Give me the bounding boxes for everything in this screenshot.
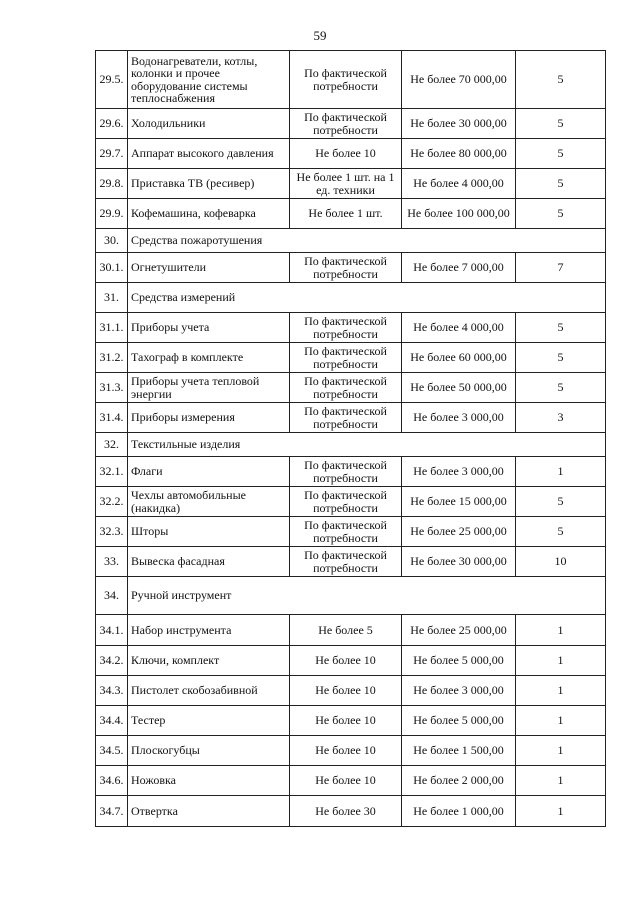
table-row: [96, 646, 606, 676]
item-price: Не более 3 000,00: [402, 457, 516, 487]
item-quantity: По фактической потребности: [290, 51, 402, 109]
item-quantity: По фактической потребности: [290, 487, 402, 517]
item-price: Не более 2 000,00: [402, 766, 516, 796]
item-name: Набор инструмента: [128, 615, 290, 646]
item-name: Вывеска фасадная: [128, 547, 290, 577]
item-price: Не более 25 000,00: [402, 517, 516, 547]
item-price: Не более 50 000,00: [402, 373, 516, 403]
row-number: 31.2.: [96, 343, 128, 373]
table-row: [96, 706, 606, 736]
norms-table: [95, 50, 606, 827]
item-name: Приборы учета тепловой энергии: [128, 373, 290, 403]
item-service-life: 5: [516, 169, 606, 199]
item-quantity: Не более 5: [290, 615, 402, 646]
row-number: 29.7.: [96, 139, 128, 169]
row-number: 30.: [96, 229, 128, 253]
table-row: [96, 547, 606, 577]
row-number: 34.5.: [96, 736, 128, 766]
item-price: Не более 4 000,00: [402, 313, 516, 343]
row-number: 29.9.: [96, 199, 128, 229]
item-price: Не более 5 000,00: [402, 646, 516, 676]
item-service-life: 5: [516, 199, 606, 229]
item-service-life: 1: [516, 796, 606, 827]
item-price: Не более 7 000,00: [402, 253, 516, 283]
table-row: [96, 403, 606, 433]
item-name: Огнетушители: [128, 253, 290, 283]
item-quantity: По фактической потребности: [290, 109, 402, 139]
item-name: Ключи, комплект: [128, 646, 290, 676]
item-name: Плоскогубцы: [128, 736, 290, 766]
item-price: Не более 30 000,00: [402, 547, 516, 577]
item-name: Приборы учета: [128, 313, 290, 343]
row-number: 34.7.: [96, 796, 128, 827]
table-row: [96, 109, 606, 139]
table-row: [96, 676, 606, 706]
item-service-life: 5: [516, 139, 606, 169]
item-quantity: Не более 10: [290, 766, 402, 796]
item-service-life: 1: [516, 676, 606, 706]
item-price: Не более 15 000,00: [402, 487, 516, 517]
table-row: [96, 457, 606, 487]
item-service-life: 7: [516, 253, 606, 283]
item-service-life: 1: [516, 615, 606, 646]
item-service-life: 5: [516, 343, 606, 373]
section-row: [96, 433, 606, 457]
item-price: Не более 5 000,00: [402, 706, 516, 736]
row-number: 32.: [96, 433, 128, 457]
table-row: [96, 766, 606, 796]
item-service-life: 5: [516, 109, 606, 139]
item-quantity: Не более 1 шт.: [290, 199, 402, 229]
item-price: Не более 80 000,00: [402, 139, 516, 169]
table-row: [96, 51, 606, 109]
item-name: Шторы: [128, 517, 290, 547]
item-name: Пистолет скобозабивной: [128, 676, 290, 706]
row-number: 33.: [96, 547, 128, 577]
item-name: Флаги: [128, 457, 290, 487]
item-quantity: По фактической потребности: [290, 373, 402, 403]
row-number: 31.3.: [96, 373, 128, 403]
section-title: Текстильные изделия: [128, 433, 606, 457]
table-row: [96, 343, 606, 373]
item-service-life: 1: [516, 706, 606, 736]
row-number: 34.4.: [96, 706, 128, 736]
item-quantity: Не более 1 шт. на 1 ед. техники: [290, 169, 402, 199]
item-price: Не более 4 000,00: [402, 169, 516, 199]
row-number: 34.2.: [96, 646, 128, 676]
section-title: Средства пожаротушения: [128, 229, 606, 253]
row-number: 29.6.: [96, 109, 128, 139]
item-name: Чехлы автомобильные (накидка): [128, 487, 290, 517]
item-name: Приставка ТВ (ресивер): [128, 169, 290, 199]
table-row: [96, 313, 606, 343]
item-price: Не более 60 000,00: [402, 343, 516, 373]
item-service-life: 3: [516, 403, 606, 433]
item-price: Не более 100 000,00: [402, 199, 516, 229]
item-quantity: Не более 10: [290, 139, 402, 169]
section-title: Ручной инструмент: [128, 577, 606, 615]
table-row: [96, 253, 606, 283]
item-service-life: 5: [516, 313, 606, 343]
item-quantity: По фактической потребности: [290, 343, 402, 373]
item-quantity: По фактической потребности: [290, 457, 402, 487]
item-service-life: 5: [516, 373, 606, 403]
item-price: Не более 3 000,00: [402, 403, 516, 433]
row-number: 34.1.: [96, 615, 128, 646]
item-price: Не более 25 000,00: [402, 615, 516, 646]
item-service-life: 1: [516, 457, 606, 487]
item-price: Не более 30 000,00: [402, 109, 516, 139]
item-quantity: По фактической потребности: [290, 313, 402, 343]
item-name: Ножовка: [128, 766, 290, 796]
item-service-life: 5: [516, 517, 606, 547]
item-quantity: Не более 10: [290, 676, 402, 706]
item-service-life: 5: [516, 51, 606, 109]
item-price: Не более 70 000,00: [402, 51, 516, 109]
table-row: [96, 736, 606, 766]
row-number: 31.: [96, 283, 128, 313]
item-service-life: 1: [516, 736, 606, 766]
item-price: Не более 3 000,00: [402, 676, 516, 706]
item-quantity: Не более 30: [290, 796, 402, 827]
item-name: Аппарат высокого давления: [128, 139, 290, 169]
row-number: 34.3.: [96, 676, 128, 706]
row-number: 31.4.: [96, 403, 128, 433]
item-name: Водонагреватели, котлы, колонки и прочее оборудование системы теплоснабжения: [128, 51, 290, 109]
section-title: Средства измерений: [128, 283, 606, 313]
table-row: [96, 615, 606, 646]
row-number: 31.1.: [96, 313, 128, 343]
item-service-life: 10: [516, 547, 606, 577]
item-quantity: По фактической потребности: [290, 403, 402, 433]
table-row: [96, 199, 606, 229]
section-row: [96, 229, 606, 253]
item-quantity: Не более 10: [290, 736, 402, 766]
item-name: Отвертка: [128, 796, 290, 827]
item-quantity: По фактической потребности: [290, 253, 402, 283]
row-number: 29.8.: [96, 169, 128, 199]
table-row: [96, 517, 606, 547]
table-row: [96, 373, 606, 403]
item-price: Не более 1 500,00: [402, 736, 516, 766]
section-row: [96, 283, 606, 313]
item-name: Холодильники: [128, 109, 290, 139]
row-number: 29.5.: [96, 51, 128, 109]
row-number: 32.2.: [96, 487, 128, 517]
page-number: 59: [313, 28, 327, 43]
table-row: [96, 796, 606, 827]
item-service-life: 1: [516, 766, 606, 796]
item-price: Не более 1 000,00: [402, 796, 516, 827]
row-number: 34.6.: [96, 766, 128, 796]
table-row: [96, 169, 606, 199]
item-quantity: Не более 10: [290, 706, 402, 736]
row-number: 32.1.: [96, 457, 128, 487]
section-row: [96, 577, 606, 615]
item-service-life: 5: [516, 487, 606, 517]
item-name: Тахограф в комплекте: [128, 343, 290, 373]
item-name: Кофемашина, кофеварка: [128, 199, 290, 229]
item-service-life: 1: [516, 646, 606, 676]
item-quantity: По фактической потребности: [290, 517, 402, 547]
item-name: Приборы измерения: [128, 403, 290, 433]
item-quantity: По фактической потребности: [290, 547, 402, 577]
row-number: 32.3.: [96, 517, 128, 547]
row-number: 34.: [96, 577, 128, 615]
item-quantity: Не более 10: [290, 646, 402, 676]
row-number: 30.1.: [96, 253, 128, 283]
table-row: [96, 139, 606, 169]
table-row: [96, 487, 606, 517]
item-name: Тестер: [128, 706, 290, 736]
